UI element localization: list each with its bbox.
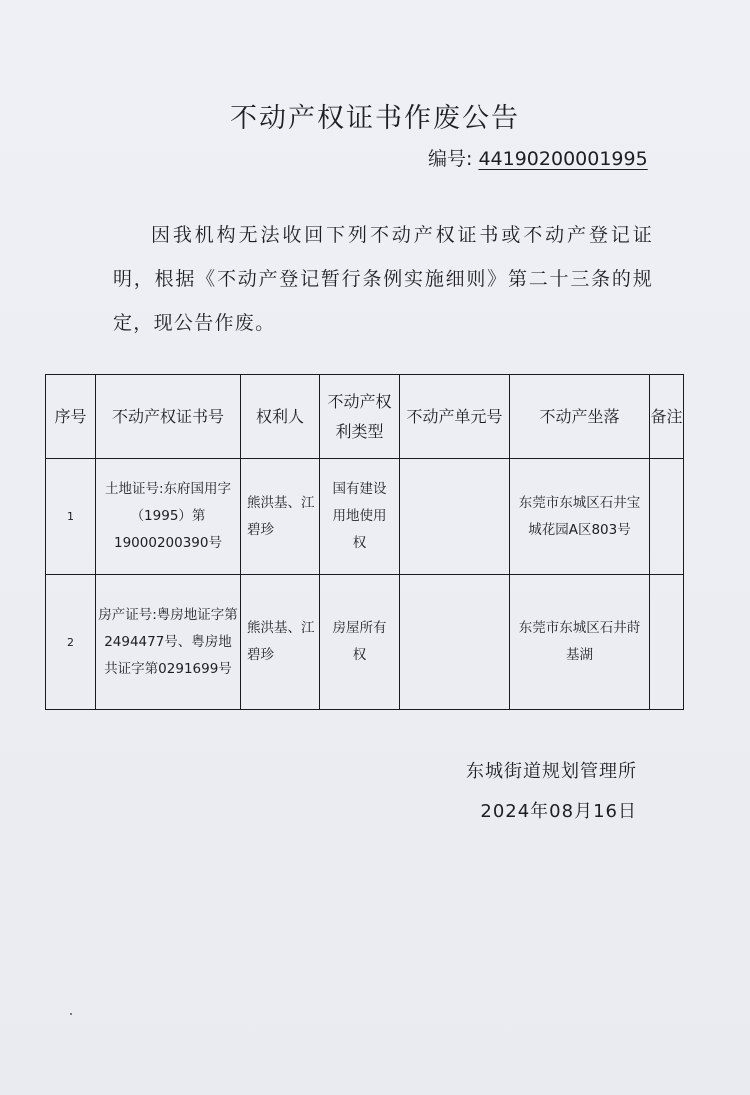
announcement-paragraph: 因我机构无法收回下列不动产权证书或不动产登记证明，根据《不动产登记暂行条例实施细则》第二十三条的规定，现公告作废。 bbox=[113, 224, 653, 334]
header-type: 不动产权利类型 bbox=[320, 375, 400, 459]
issue-date: 2024年08月16日 bbox=[480, 801, 637, 822]
header-cert: 不动产权证书号 bbox=[96, 375, 241, 459]
cell-idx: 2 bbox=[46, 575, 96, 710]
cell-idx: 1 bbox=[46, 459, 96, 575]
header-unit: 不动产单元号 bbox=[400, 375, 510, 459]
cell-location: 东莞市东城区石井莳基湖 bbox=[510, 575, 650, 710]
cell-unit bbox=[400, 575, 510, 710]
document-number-value: 44190200001995 bbox=[478, 148, 648, 170]
scan-speck bbox=[70, 1013, 72, 1015]
cell-note bbox=[650, 575, 684, 710]
header-idx: 序号 bbox=[46, 375, 96, 459]
cell-location: 东莞市东城区石井宝城花园A区803号 bbox=[510, 459, 650, 575]
cell-owner: 熊洪基、江碧珍 bbox=[241, 459, 320, 575]
document-number-label: 编号: bbox=[428, 148, 473, 170]
cell-type: 房屋所有权 bbox=[320, 575, 400, 710]
table-header-row bbox=[46, 375, 684, 459]
cell-cert: 房产证号:粤房地证字第2494477号、粤房地共证字第0291699号 bbox=[96, 575, 241, 710]
issuing-organization: 东城街道规划管理所 bbox=[466, 761, 637, 782]
cell-cert: 土地证号:东府国用字（1995）第19000200390号 bbox=[96, 459, 241, 575]
table-row bbox=[46, 459, 684, 575]
document-title: 不动产权证书作废公告 bbox=[230, 103, 520, 134]
certificate-table bbox=[45, 374, 684, 710]
document-number bbox=[428, 144, 660, 171]
header-location: 不动产坐落 bbox=[510, 375, 650, 459]
header-note: 备注 bbox=[650, 375, 684, 459]
table-row bbox=[46, 575, 684, 710]
cell-type: 国有建设用地使用权 bbox=[320, 459, 400, 575]
cell-owner: 熊洪基、江碧珍 bbox=[241, 575, 320, 710]
cell-note bbox=[650, 459, 684, 575]
cell-unit bbox=[400, 459, 510, 575]
header-owner: 权利人 bbox=[241, 375, 320, 459]
